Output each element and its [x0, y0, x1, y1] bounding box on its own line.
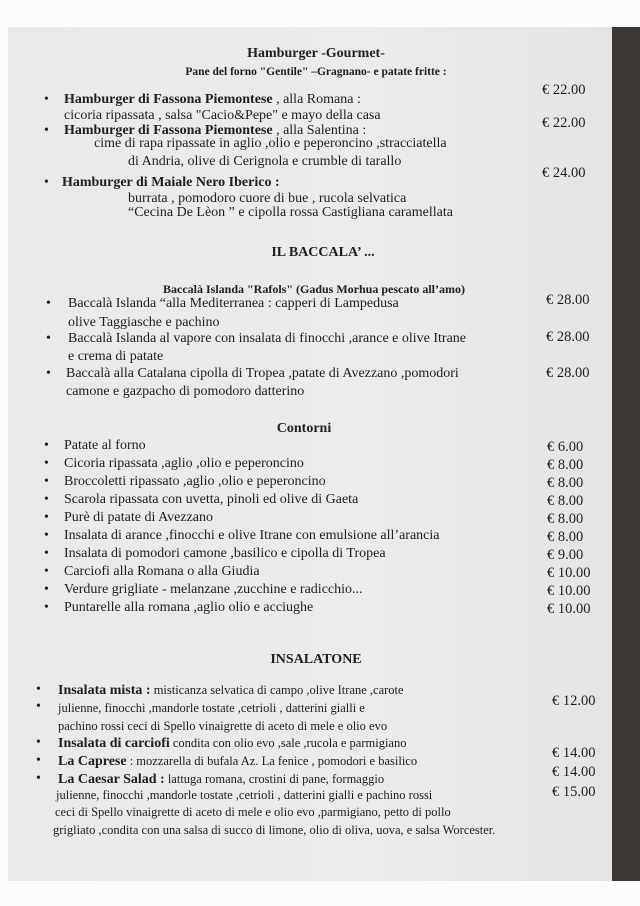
price: € 28.00	[546, 292, 590, 308]
contorno-price: € 6.00	[547, 439, 584, 455]
bullet: •	[36, 753, 41, 768]
item-suffix: , alla Romana :	[272, 92, 361, 107]
item-desc: julienne, finocchi ,mandorle tostate ,cetrioli , datterini gialli e pachino rossi	[56, 788, 433, 802]
contorno-price: € 8.00	[547, 493, 584, 509]
contorno-name: Insalata di pomodori camone ,basilico e cipolla di Tropea	[64, 546, 386, 561]
bullet: •	[46, 366, 51, 381]
contorno-name: Patate al forno	[64, 438, 146, 453]
bullet: •	[44, 600, 49, 615]
bullet: •	[44, 474, 49, 489]
bullet: •	[44, 92, 49, 107]
item-desc: grigliato ,condita con una salsa di succo di limone, olio di oliva, uova, e salsa Worcester.	[53, 823, 496, 837]
contorno-name: Purè di patate di Avezzano	[64, 510, 214, 525]
item-desc: lattuga romana, crostini di pane, formaggio	[164, 772, 385, 786]
item-line: Baccalà alla Catalana cipolla di Tropea ,patate di Avezzano ,pomodori	[66, 366, 459, 381]
contorno-name: Carciofi alla Romana o alla Giudia	[64, 564, 260, 579]
item-name: Hamburger di Fassona Piemontese	[64, 92, 273, 107]
item-desc: di Andria, olive di Cerignola e crumble di tarallo	[128, 154, 402, 169]
bullet: •	[44, 510, 49, 525]
bullet: •	[44, 438, 49, 453]
item-desc: : mozzarella di bufala Az. La fenice , pomodori e basilico	[126, 754, 418, 768]
contorno-price: € 8.00	[547, 529, 584, 545]
menu-item	[58, 681, 404, 700]
item-line: Baccalà Islanda al vapore con insalata di finocchi ,arance e olive Itrane	[68, 331, 467, 346]
item-desc: cicoria ripassata , salsa "Cacio&Pepe" e mayo della casa	[64, 108, 381, 123]
baccala-subtitle: Baccalà Islanda "Rafols" (Gadus Morhua pescato all’amo)	[163, 282, 465, 296]
contorno-price: € 9.00	[547, 547, 584, 563]
item-desc: burrata , pomodoro cuore di bue , rucola selvatica	[128, 191, 407, 206]
bullet: •	[46, 331, 51, 346]
item-name: La Caesar Salad :	[58, 772, 165, 787]
contorno-price: € 10.00	[547, 565, 591, 581]
contorno-price: € 10.00	[547, 601, 591, 617]
price: € 22.00	[542, 82, 586, 98]
item-line: Baccalà Islanda “alla Mediterranea : capperi di Lampedusa	[68, 296, 399, 311]
item-line: camone e gazpacho di pomodoro datterino	[66, 384, 305, 399]
item-name: Insalata di carciofi	[58, 736, 170, 751]
bullet: •	[36, 771, 41, 786]
item-suffix: , alla Salentina :	[272, 123, 367, 138]
item-line: olive Taggiasche e pachino	[68, 315, 220, 330]
insalatone-title: INSALATONE	[270, 652, 362, 667]
price: € 15.00	[552, 784, 596, 800]
contorno-name: Broccoletti ripassato ,aglio ,olio e peperoncino	[64, 474, 326, 489]
price: € 12.00	[552, 693, 596, 709]
baccala-title: IL BACCALA’ ...	[271, 245, 375, 260]
bullet: •	[44, 492, 49, 507]
price: € 14.00	[552, 764, 596, 780]
bullet: •	[36, 735, 41, 750]
menu-item	[58, 752, 417, 771]
price: € 28.00	[546, 329, 590, 345]
bullet: •	[46, 296, 51, 311]
item-desc: pachino rossi ceci di Spello vinaigrette di aceto di mele e olio evo	[58, 719, 388, 733]
contorno-name: Insalata di arance ,finocchi e olive Itrane con emulsione all’arancia	[64, 528, 440, 543]
contorno-name: Scarola ripassata con uvetta, pinoli ed olive di Gaeta	[64, 492, 359, 507]
contorno-name: Cicoria ripassata ,aglio ,olio e peperoncino	[64, 456, 304, 471]
bullet: •	[44, 123, 49, 138]
bullet: •	[44, 528, 49, 543]
table-edge	[612, 27, 640, 881]
bullet: •	[44, 546, 49, 561]
contorno-name: Verdure grigliate - melanzane ,zucchine e radicchio...	[64, 582, 363, 597]
item-name: La Caprese	[58, 754, 127, 769]
bullet: •	[44, 582, 49, 597]
item-desc: misticanza selvatica di campo ,olive Itrane ,carote	[150, 683, 404, 697]
item-name: Insalata mista :	[58, 683, 151, 698]
contorno-name: Puntarelle alla romana ,aglio olio e acciughe	[64, 600, 314, 615]
item-desc: cime di rapa ripassate in aglio ,olio e peperoncino ,stracciatella	[94, 136, 447, 151]
price: € 24.00	[542, 165, 586, 181]
price: € 28.00	[546, 365, 590, 381]
contorno-price: € 10.00	[547, 583, 591, 599]
item-desc: julienne, finocchi ,mandorle tostate ,cetrioli , datterini gialli e	[58, 701, 365, 715]
item-desc: “Cecina De Lèon ” e cipolla rossa Castigliana caramellata	[128, 205, 453, 220]
contorno-price: € 8.00	[547, 457, 584, 473]
menu-item	[58, 734, 406, 753]
contorno-price: € 8.00	[547, 511, 584, 527]
item-name: Hamburger di Fassona Piemontese	[64, 123, 273, 138]
hamburger-title: Hamburger -Gourmet-	[247, 46, 385, 61]
bullet: •	[36, 682, 41, 697]
item-desc: condita con olio evo ,sale ,rucola e parmigiano	[169, 736, 407, 750]
price: € 14.00	[552, 745, 596, 761]
bullet: •	[44, 564, 49, 579]
bullet: •	[44, 456, 49, 471]
contorno-price: € 8.00	[547, 475, 584, 491]
contorni-title: Contorni	[276, 421, 332, 436]
bullet: •	[36, 699, 41, 714]
item-name: Hamburger di Maiale Nero Iberico :	[62, 175, 280, 190]
item-desc: ceci di Spello vinaigrette di aceto di mele e olio evo ,parmigiano, petto di pollo	[55, 805, 451, 819]
item-line: e crema di patate	[68, 349, 164, 364]
price: € 22.00	[542, 115, 586, 131]
hamburger-subtitle: Pane del forno "Gentile" –Gragnano- e patate fritte :	[185, 66, 447, 78]
bullet: •	[44, 175, 49, 190]
